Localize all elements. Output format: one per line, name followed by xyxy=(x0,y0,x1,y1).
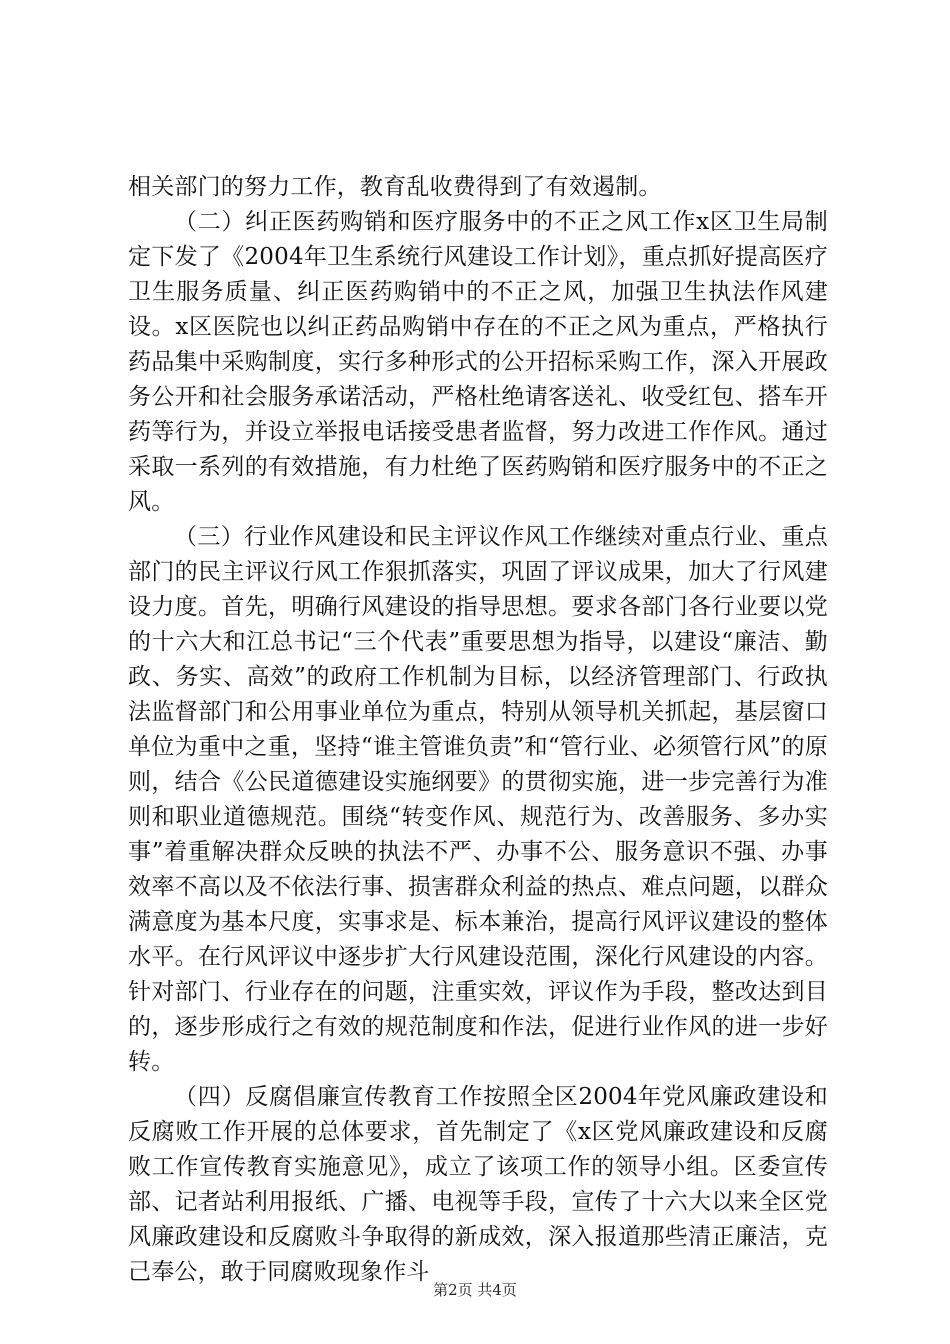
page-footer: 第2页 共4页 xyxy=(433,1281,517,1299)
paragraph-section-2: （二）纠正医药购销和医疗服务中的不正之风工作x区卫生局制定下发了《2004年卫生系统行风建设工作计划》，重点抓好提高医疗卫生服务质量、纠正医药购销中的不正之风，加强卫生执法作风建设。x区医院也以纠正药品购销中存在的不正之风为重点，严格执行药品集中采购制度，实行多种形式的公开招标采购工作，深入开展政务公开和社会服务承诺活动，严格杜绝请客送礼、收受红包、搭车开药等行为，并设立举报电话接受患者监督，努力改进工作作风。通过采取一系列的有效措施，有力杜绝了医药购销和医疗服务中的不正之风。 xyxy=(128,209,828,515)
paragraph-section-3: （三）行业作风建设和民主评议作风工作继续对重点行业、重点部门的民主评议行风工作狠抓落实，巩固了评议成果，加大了行风建设力度。首先，明确行风建设的指导思想。要求各部门各行业要以党的十六大和江总书记“三个代表”重要思想为指导，以建设“廉洁、勤政、务实、高效”的政府工作机制为目标，以经济管理部门、行政执法监督部门和公用事业单位为重点，特别从领导机关抓起，基层窗口单位为重中之重，坚持“谁主管谁负责”和“管行业、必须管行风”的原则，结合《公民道德建设实施纲要》的贯彻实施，进一步完善行为准则和职业道德规范。围绕“转变作风、规范行为、改善服务、多办实事”着重解决群众反映的执法不严、办事不公、服务意识不强、办事效率不高以及不依法行事、损害群众利益的热点、难点问题，以群众满意度为基本尺度，实事求是、标本兼治，提高行风评议建设的整体水平。在行风评议中逐步扩大行风建设范围，深化行风建设的内容。针对部门、行业存在的问题，注重实效，评议作为手段，整改达到目的，逐步形成行之有效的规范制度和作法，促进行业作风的进一步好转。 xyxy=(128,524,828,1075)
paragraph-section-4: （四）反腐倡廉宣传教育工作按照全区2004年党风廉政建设和反腐败工作开展的总体要求，首先制定了《x区党风廉政建设和反腐败工作宣传教育实施意见》，成立了该项工作的领导小组。区委宣传部、记者站利用报纸、广播、电视等手段，宣传了十六大以来全区党风廉政建设和反腐败斗争取得的新成效，深入报道那些清正廉洁，克己奉公，敢于同腐败现象作斗 xyxy=(128,1084,828,1285)
paragraph-continuation: 相关部门的努力工作，教育乱收费得到了有效遏制。 xyxy=(128,174,662,200)
document-body xyxy=(128,170,828,1290)
